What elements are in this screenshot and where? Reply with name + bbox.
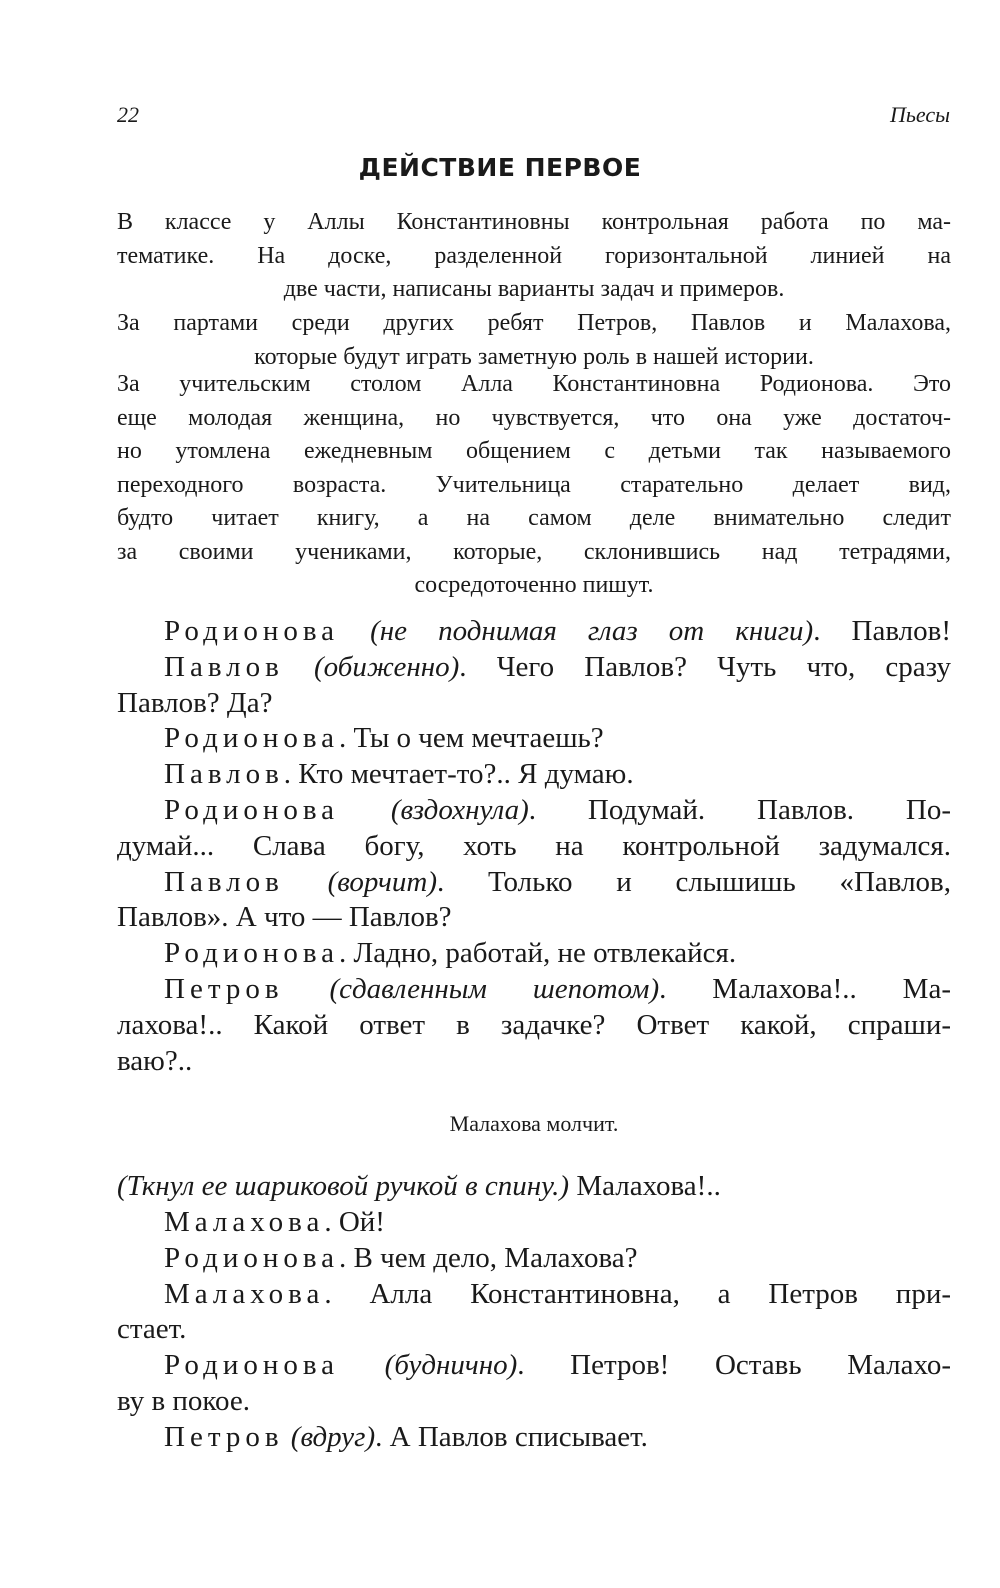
stage-remark: (вдруг) xyxy=(290,1420,376,1453)
dialogue-line xyxy=(117,614,951,650)
stage-direction-line: В классе у Аллы Константиновны контрольная работа по ма- xyxy=(117,209,951,235)
stage-remark: (вздохнула) xyxy=(390,793,529,826)
stage-direction-line: За партами среди других ребят Петров, Павлов и Малахова, xyxy=(117,310,951,336)
dialogue-line xyxy=(117,1277,951,1313)
dialogue-line xyxy=(117,972,951,1008)
dialogue-line xyxy=(117,793,951,829)
running-header: Пьесы xyxy=(889,102,950,127)
speaker-name: Петров xyxy=(164,972,284,1005)
dialogue-text: . Павлов! xyxy=(813,615,951,647)
stage-remark: (Ткнул ее шариковой ручкой в спину.) xyxy=(117,1170,570,1203)
stage-remark: (сдавленным шепотом) xyxy=(329,972,660,1005)
dialogue-text: Павлов». А что — Павлов? xyxy=(117,901,452,934)
stage-remark-text: Малахова молчит. xyxy=(449,1111,619,1137)
dialogue-text: Малахова!.. xyxy=(569,1170,721,1203)
speaker-name: Родионова xyxy=(164,793,340,826)
dialogue-line xyxy=(117,865,951,901)
dialogue-text: думай... Слава богу, хоть на контрольной задумался. xyxy=(117,829,951,862)
dialogue-text: ву в покое. xyxy=(117,1384,251,1417)
stage-direction-line: тематике. На доске, разделенной горизонтальной линией на xyxy=(117,242,951,269)
dialogue-text: . Кто мечтает-то?.. Я думаю. xyxy=(283,758,634,791)
dialogue-text: . Ты о чем мечтаешь? xyxy=(339,722,604,755)
speaker-name: Павлов xyxy=(164,865,284,898)
dialogue-text: Павлов? Да? xyxy=(117,686,273,719)
dialogue-text: . Алла Константиновна, а Петров при- xyxy=(324,1277,951,1310)
dialogue-line xyxy=(117,900,951,936)
dialogue-line xyxy=(117,721,951,757)
speaker-name: Родионова xyxy=(164,1349,340,1382)
dialogue-line xyxy=(117,650,951,686)
speaker-name: Родионова xyxy=(164,937,340,970)
act-title: ДЕЙСТВИЕ ПЕРВОЕ xyxy=(358,153,642,182)
stage-direction-line: которые будут играть заметную роль в нашей истории. xyxy=(254,343,814,370)
dialogue-line xyxy=(117,1044,951,1080)
stage-remark: (обиженно) xyxy=(314,650,460,683)
speaker-name: Родионова xyxy=(164,722,340,755)
speaker-name: Петров xyxy=(164,1420,284,1453)
dialogue-line xyxy=(117,1008,951,1044)
stage-direction-intro xyxy=(117,206,951,307)
dialogue-line xyxy=(117,1420,951,1456)
stage-remark: (ворчит) xyxy=(327,865,437,898)
dialogue-text: лахова!.. Какой ответ в задачке? Ответ какой, спраши- xyxy=(117,1008,951,1041)
dialogue-line xyxy=(117,1205,951,1241)
speaker-name: Родионова xyxy=(164,615,340,647)
speaker-name: Малахова xyxy=(164,1277,325,1310)
dialogue-text: . Ладно, работай, не отвлекайся. xyxy=(339,937,737,970)
dialogue-line xyxy=(117,1241,951,1277)
stage-direction-line: две части, написаны варианты задач и примеров. xyxy=(283,276,785,302)
stage-direction-line: сосредоточенно пишут. xyxy=(414,572,654,598)
stage-direction-line: За учительским столом Алла Константиновна Родионова. Это xyxy=(117,371,951,397)
dialogue-line xyxy=(117,686,951,722)
dialogue-text: стает. xyxy=(117,1313,187,1346)
stage-direction-teacher xyxy=(117,368,951,603)
dialogue-line xyxy=(117,1312,951,1348)
dialogue-text: ваю?.. xyxy=(117,1044,193,1077)
speaker-name: Павлов xyxy=(164,758,284,791)
stage-remark: (не поднимая глаз от книги) xyxy=(370,615,814,647)
dialogue-text: . В чем дело, Малахова? xyxy=(339,1241,638,1274)
speaker-name: Павлов xyxy=(164,650,284,683)
stage-remark: (буднично) xyxy=(384,1349,518,1382)
dialogue-text: . Петров! Оставь Малахо- xyxy=(517,1349,951,1382)
dialogue-text: . Чего Павлов? Чуть что, сразу xyxy=(459,650,951,683)
dialogue-text: . А Павлов списывает. xyxy=(375,1420,648,1453)
dialogue-line xyxy=(117,1169,951,1205)
dialogue-text: . Подумай. Павлов. По- xyxy=(528,793,951,826)
play-dialogue xyxy=(117,614,951,1456)
page-number: 22 xyxy=(117,102,139,127)
stage-direction-line: за своими учениками, которые, склонившись над тетрадями, xyxy=(117,538,951,565)
dialogue-line xyxy=(117,829,951,865)
dialogue-text: . Малахова!.. Ма- xyxy=(659,972,951,1005)
stage-direction-pupils xyxy=(117,307,951,374)
stage-direction-line: еще молодая женщина, но чувствуется, что она уже достаточ- xyxy=(117,404,951,431)
dialogue-line xyxy=(117,936,951,972)
dialogue-line xyxy=(117,1348,951,1384)
dialogue-text: . Только и слышишь «Павлов, xyxy=(436,865,951,898)
dialogue-line xyxy=(117,1384,951,1420)
stage-direction-line: переходного возраста. Учительница старательно делает вид, xyxy=(117,471,951,498)
stage-direction-line: но утомлена ежедневным общением с детьми так называемого xyxy=(117,438,951,464)
speaker-name: Родионова xyxy=(164,1241,340,1274)
dialogue-text: . Ой! xyxy=(324,1205,385,1238)
stage-direction-line: будто читает книгу, а на самом деле внимательно следит xyxy=(117,505,951,531)
speaker-name: Малахова xyxy=(164,1205,325,1238)
dialogue-line xyxy=(117,757,951,793)
stage-remark-line xyxy=(117,1106,951,1142)
